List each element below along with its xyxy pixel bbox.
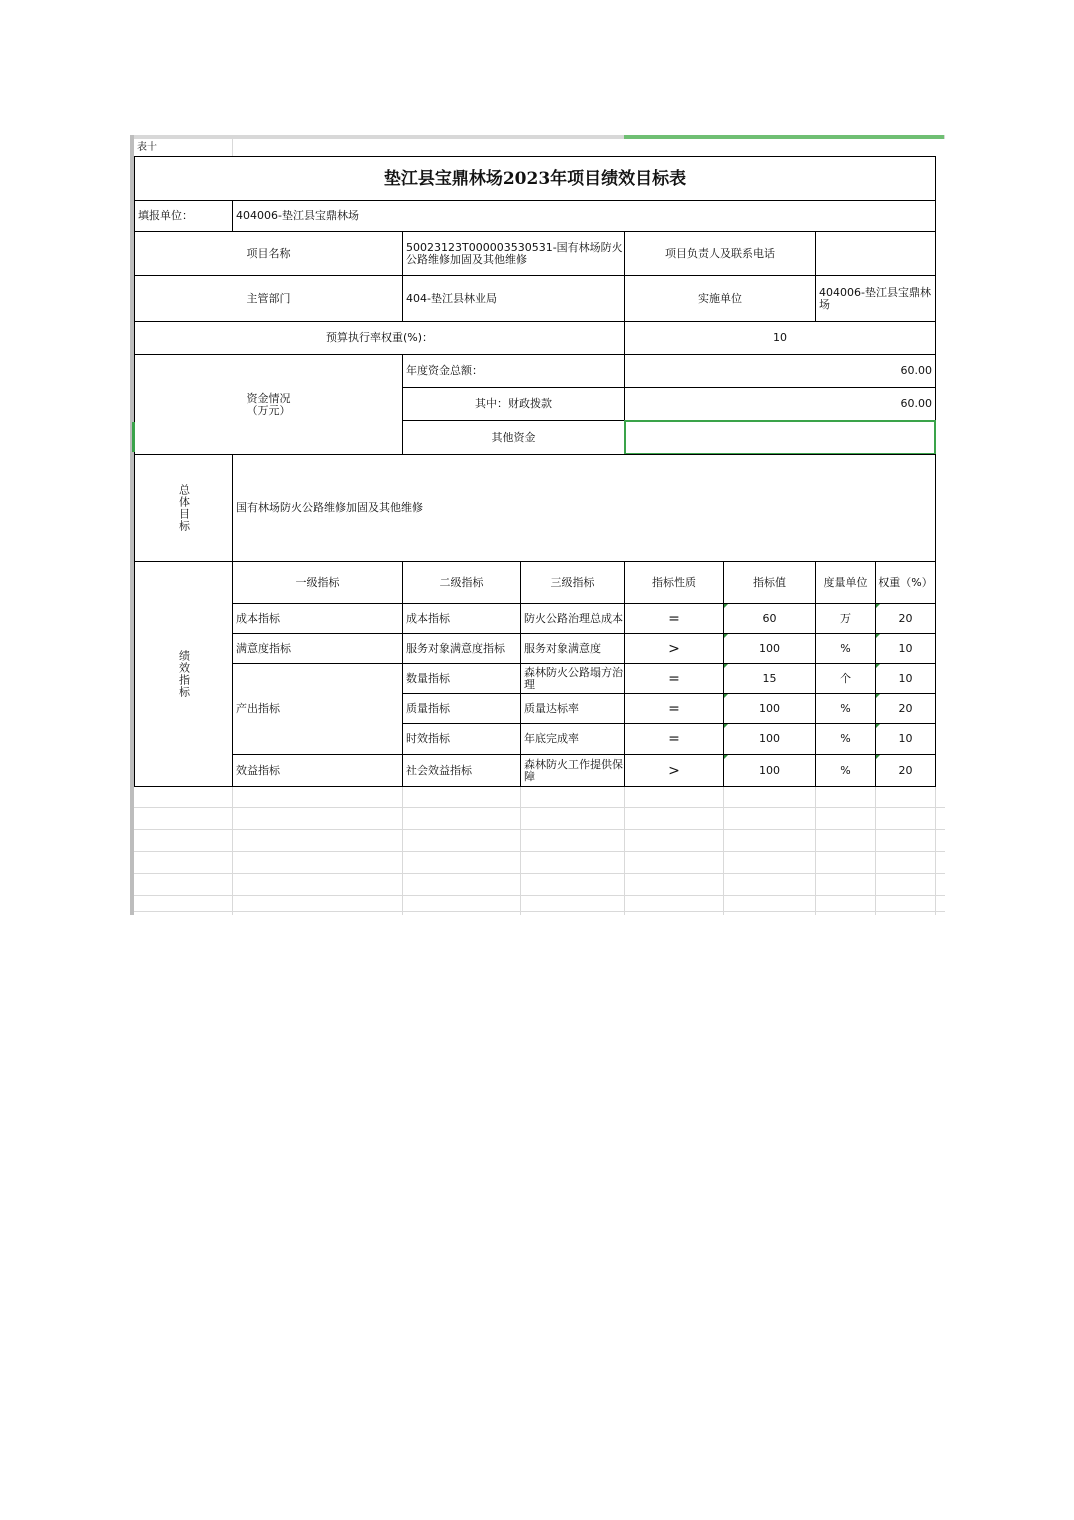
row3-unit: 个: [815, 663, 876, 694]
row2-level1: 满意度指标: [232, 633, 403, 664]
sheet-label: 表十: [134, 139, 232, 157]
funds-fiscal-value: 60.00: [624, 387, 936, 421]
row3-level3: 森林防火公路塌方治理: [520, 663, 625, 694]
row5-level2: 时效指标: [402, 723, 521, 755]
row4-level2: 质量指标: [402, 693, 521, 724]
row1-value: 60: [723, 603, 816, 634]
gridline: [134, 851, 945, 852]
row4-nature: =: [624, 693, 724, 724]
row5-weight: 10: [875, 723, 936, 755]
header-nature: 指标性质: [624, 561, 724, 604]
indicators-label-text: 绩效指标: [177, 650, 191, 698]
header-level2: 二级指标: [402, 561, 521, 604]
budget-weight-label: 预算执行率权重(%)：: [134, 321, 625, 355]
row6-level3: 森林防火工作提供保障: [520, 754, 625, 787]
row4-value: 100: [723, 693, 816, 724]
row5-value: 100: [723, 723, 816, 755]
row2-weight: 10: [875, 633, 936, 664]
funds-other-value-selected-cell[interactable]: [624, 420, 936, 455]
gridline: [815, 787, 816, 915]
funds-fiscal-label: 其中：财政拨款: [402, 387, 625, 421]
gridline: [134, 911, 945, 912]
gridline: [723, 787, 724, 915]
project-name-value: 50023123T000003530531-国有林场防火公路维修加固及其他维修: [402, 231, 625, 276]
gridline: [624, 787, 625, 915]
row6-weight: 20: [875, 754, 936, 787]
row6-nature: >: [624, 754, 724, 787]
overall-goal-label-text: 总体目标: [177, 484, 191, 532]
funds-total-value: 60.00: [624, 354, 936, 388]
header-weight: 权重（%）: [875, 561, 936, 604]
gridline: [875, 787, 876, 915]
row5-unit: %: [815, 723, 876, 755]
project-owner-value: [815, 231, 936, 276]
row6-unit: %: [815, 754, 876, 787]
gridline: [935, 787, 936, 915]
funds-other-label: 其他资金: [402, 420, 625, 455]
row5-level3: 年底完成率: [520, 723, 625, 755]
spreadsheet-page: [130, 135, 945, 915]
row6-value: 100: [723, 754, 816, 787]
indicators-label: [134, 561, 233, 787]
row1-level2: 成本指标: [402, 603, 521, 634]
gridline: [134, 873, 945, 874]
row3-level1: 产出指标: [232, 663, 403, 755]
overall-goal-label: [134, 454, 233, 562]
row2-level2: 服务对象满意度指标: [402, 633, 521, 664]
fill-unit-label: 填报单位：: [134, 200, 233, 232]
impl-unit-label: 实施单位: [624, 275, 816, 322]
row4-weight: 20: [875, 693, 936, 724]
row4-unit: %: [815, 693, 876, 724]
funds-label: [134, 354, 403, 455]
header-unit: 度量单位: [815, 561, 876, 604]
gridline: [134, 829, 945, 830]
project-name-label: 项目名称: [134, 231, 403, 276]
funds-total-label: 年度资金总额：: [402, 354, 625, 388]
funds-label-line2: （万元）: [246, 403, 291, 417]
gridline: [134, 807, 945, 808]
row1-level1: 成本指标: [232, 603, 403, 634]
row2-value: 100: [723, 633, 816, 664]
budget-weight-value: 10: [624, 321, 936, 355]
row1-unit: 万: [815, 603, 876, 634]
row1-nature: =: [624, 603, 724, 634]
row1-weight: 20: [875, 603, 936, 634]
header-level3: 三级指标: [520, 561, 625, 604]
gridline: [232, 139, 233, 157]
row3-level2: 数量指标: [402, 663, 521, 694]
row3-value: 15: [723, 663, 816, 694]
gridline: [232, 787, 233, 915]
row5-nature: =: [624, 723, 724, 755]
row6-level2: 社会效益指标: [402, 754, 521, 787]
project-owner-label: 项目负责人及联系电话: [624, 231, 816, 276]
row2-unit: %: [815, 633, 876, 664]
page-title: 垫江县宝鼎林场2023年项目绩效目标表: [134, 156, 936, 201]
gridline: [134, 895, 945, 896]
impl-unit-value: 404006-垫江县宝鼎林场: [815, 275, 936, 322]
header-level1: 一级指标: [232, 561, 403, 604]
selection-row-marker: [132, 422, 135, 452]
row4-level3: 质量达标率: [520, 693, 625, 724]
row2-level3: 服务对象满意度: [520, 633, 625, 664]
overall-goal-value: 国有林场防火公路维修加固及其他维修: [232, 454, 936, 562]
gridline: [402, 787, 403, 915]
funds-label-line1: 资金情况: [246, 391, 291, 405]
row2-nature: >: [624, 633, 724, 664]
row3-nature: =: [624, 663, 724, 694]
selected-column-highlight: [624, 135, 944, 139]
row1-level3: 防火公路治理总成本: [520, 603, 625, 634]
gridline: [520, 787, 521, 915]
dept-value: 404-垫江县林业局: [402, 275, 625, 322]
header-value: 指标值: [723, 561, 816, 604]
fill-unit-value: 404006-垫江县宝鼎林场: [232, 200, 936, 232]
row6-level1: 效益指标: [232, 754, 403, 787]
row3-weight: 10: [875, 663, 936, 694]
dept-label: 主管部门: [134, 275, 403, 322]
